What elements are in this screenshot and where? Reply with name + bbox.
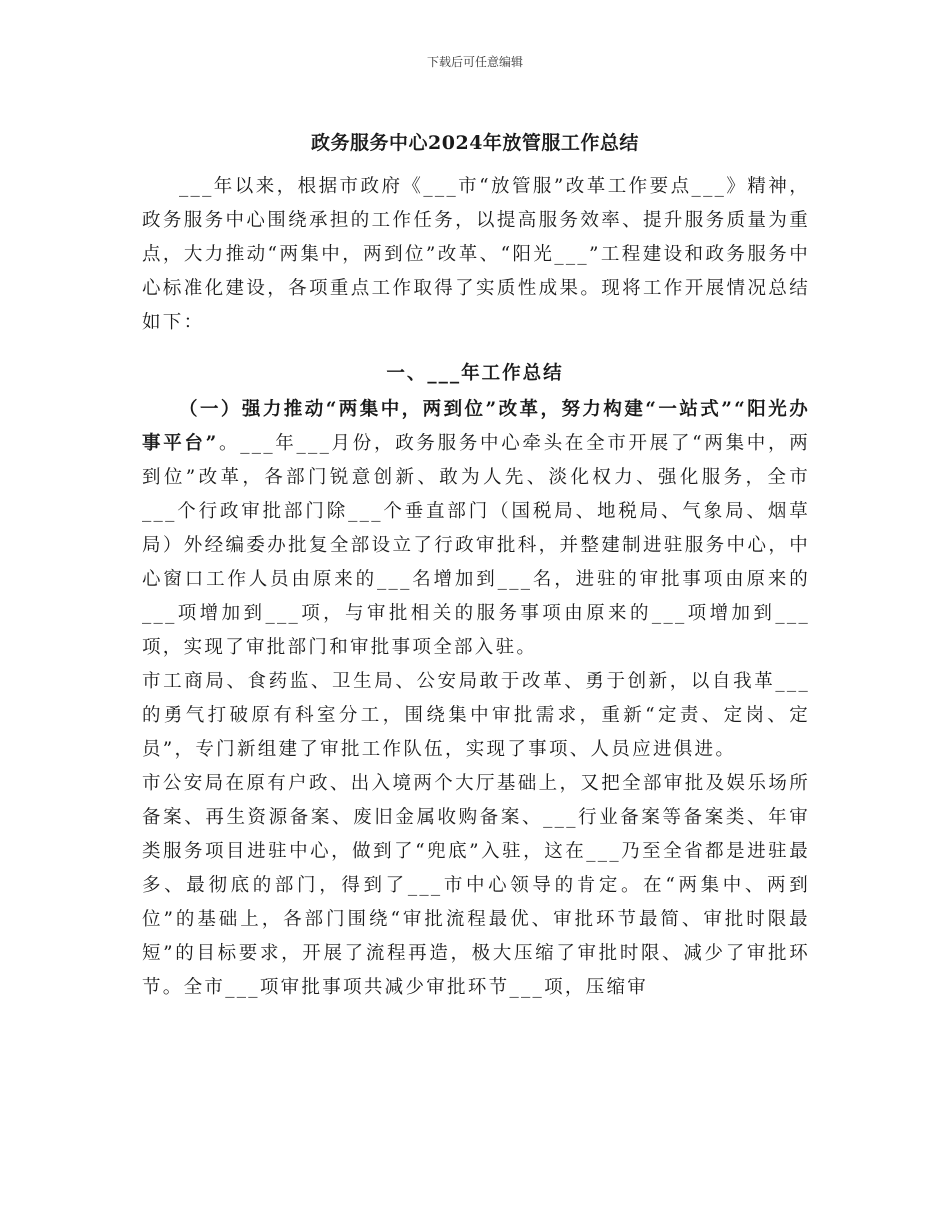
intro-paragraph: ___年以来，根据市政府《___市“放管服”改革工作要点___》精神，政务服务中心围绕承担的工作任务，以提高服务效率、提升服务质量为重点，大力推动“两集中，两到位”改革、“阳光___”工程建设和政务服务中心标准化建设，各项重点工作取得了实质性成果。现将工作开展情况总结如下： — [142, 176, 810, 333]
section-paragraph — [142, 393, 810, 1005]
subsection-heading: （一）强力推动“两集中，两到位”改革，努力构建“一站式”“阳光办事平台” — [142, 399, 810, 454]
page-header-note: 下载后可任意编辑 — [426, 55, 523, 69]
section-heading: 一、___年工作总结 — [386, 363, 564, 384]
subsection-body: 。___年___月份，政务服务中心牵头在全市开展了“两集中，两到位”改革，各部门锐意创新、敢为人先、淡化权力、强化服务，全市___个行政审批部门除___个垂直部门（国税局、地税局、气象局、烟草局）外经编委办批复全部设立了行政审批科，并整建制进驻服务中心，中心窗口工作人员由原来的___名增加到___名，进驻的审批事项由原来的___项增加到___项，与审批相关的服务事项由原来的___项增加到___项，实现了审批部门和审批事项全部入驻。 市工商局、食药监、卫生局、公安局敢于改革、勇于创新，以自我革___的勇气打破原有科室分工，围绕集中审批需求，重新“定责、定岗、定员”，专门新组建了审批工作队伍，实现了事项、人员应进俱进。 市公安局在原有户政、出入境两个大厅基础上，又把全部审批及娱乐场所备案、再生资源备案、废旧金属收购备案、___行业备案等备案类、年审类服务项目进驻中心，做到了“兜底”入驻，这在___乃至全省都是进驻最多、最彻底的部门，得到了___市中心领导的肯定。在“两集中、两到位”的基础上，各部门围绕“审批流程最优、审批环节最简、审批时限最短”的目标要求，开展了流程再造，极大压缩了审批时限、减少了审批环节。全市___项审批事项共减少审批环节___项，压缩审 — [142, 433, 811, 998]
document-title: 政务服务中心2024年放管服工作总结 — [311, 132, 639, 154]
